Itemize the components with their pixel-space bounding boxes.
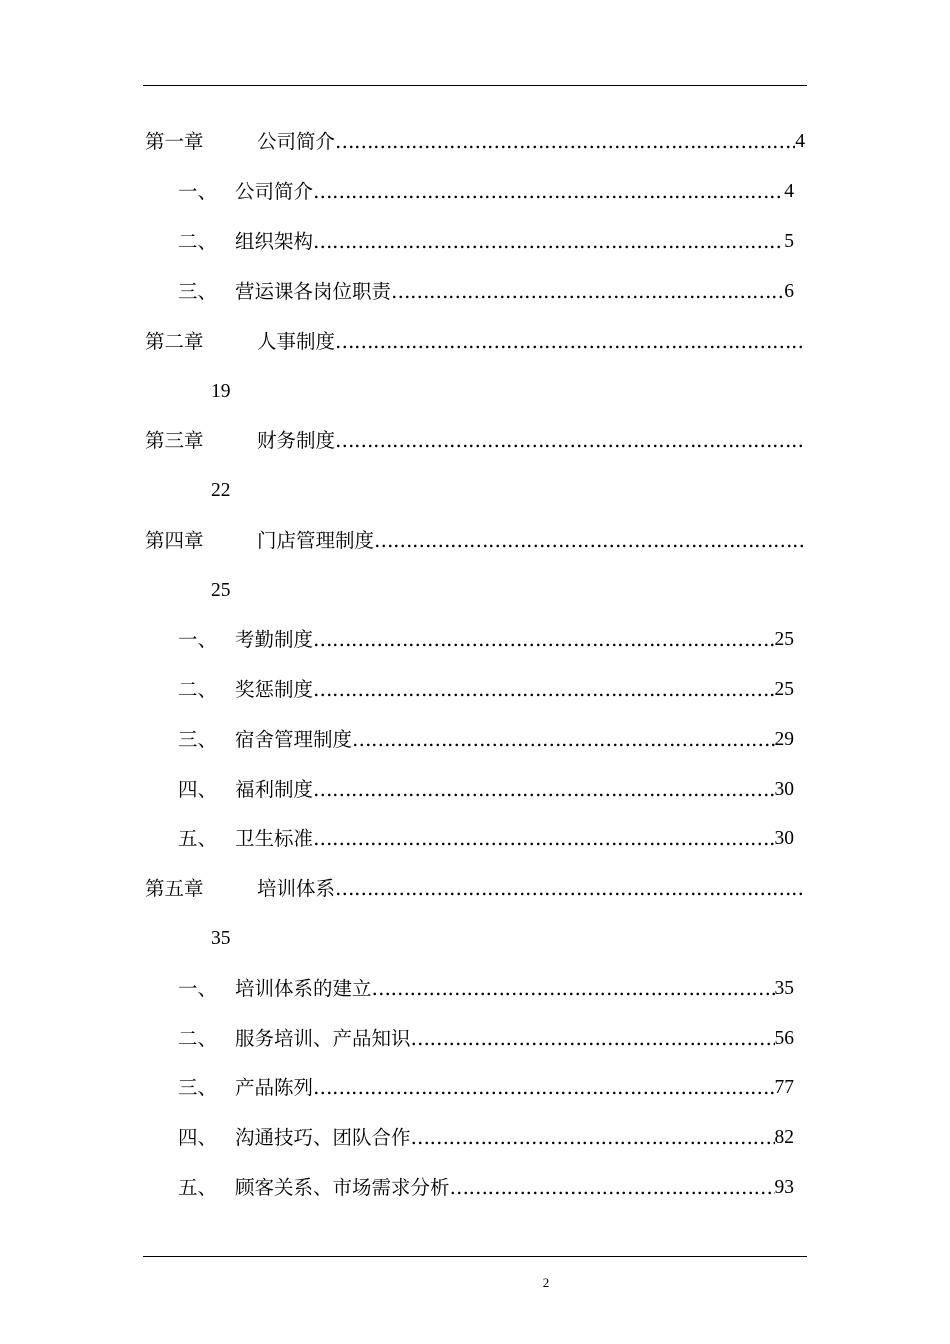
toc-section-title: 宿舍管理制度: [235, 728, 353, 751]
dot-leader: [313, 1075, 774, 1101]
toc-section-1-2[interactable]: [178, 229, 794, 255]
toc-section-number: 一、: [178, 977, 218, 1000]
toc-section-4-2[interactable]: [178, 677, 794, 703]
toc-section-title: 考勤制度: [235, 628, 314, 651]
toc-section-number: 一、: [178, 180, 218, 203]
dot-leader: [372, 976, 775, 1002]
toc-section-title: 顾客关系、市场需求分析: [235, 1176, 450, 1199]
dot-leader: [411, 1125, 775, 1151]
dot-leader: [335, 329, 805, 355]
dot-leader: [313, 627, 774, 653]
toc-section-number: 三、: [178, 280, 218, 303]
toc-page-number: 19: [211, 381, 231, 402]
toc-page-number: 25: [774, 679, 794, 700]
dot-leader: [411, 1026, 775, 1052]
toc-page-number: 4: [795, 131, 805, 152]
toc-chapter-title: 公司简介: [257, 130, 336, 153]
toc-section-4-4[interactable]: [178, 777, 794, 803]
toc-section-title: 组织架构: [235, 230, 314, 253]
toc-chapter-3[interactable]: [145, 428, 805, 454]
toc-section-title: 福利制度: [235, 778, 314, 801]
dot-leader: [391, 279, 784, 305]
toc-section-title: 培训体系的建立: [235, 977, 372, 1000]
dot-leader: [450, 1175, 775, 1201]
toc-section-5-5[interactable]: [178, 1175, 794, 1201]
dot-leader: [313, 229, 784, 255]
toc-section-5-2[interactable]: [178, 1026, 794, 1052]
toc-section-1-3[interactable]: [178, 279, 794, 305]
toc-chapter-2[interactable]: [145, 329, 805, 355]
toc-section-number: 四、: [178, 778, 218, 801]
toc-section-number: 四、: [178, 1126, 218, 1149]
toc-section-4-3[interactable]: [178, 727, 794, 753]
toc-section-number: 五、: [178, 827, 218, 850]
toc-page-number: 25: [774, 629, 794, 650]
toc-page-number: 22: [211, 480, 231, 501]
toc-section-number: 三、: [178, 728, 218, 751]
toc-section-number: 二、: [178, 1027, 218, 1050]
toc-section-number: 五、: [178, 1176, 218, 1199]
toc-section-number: 二、: [178, 678, 218, 701]
toc-section-5-1[interactable]: [178, 976, 794, 1002]
toc-chapter-number: 第三章: [145, 429, 204, 452]
toc-page-number: 77: [774, 1077, 794, 1098]
toc-page-number: 6: [784, 281, 794, 302]
toc-chapter-number: 第一章: [145, 130, 204, 153]
footer-page-number: 2: [542, 1275, 550, 1290]
toc-page-number: 93: [774, 1177, 794, 1198]
dot-leader: [335, 428, 805, 454]
toc-section-title: 服务培训、产品知识: [235, 1027, 411, 1050]
toc-section-4-1[interactable]: [178, 627, 794, 653]
toc-section-title: 卫生标准: [235, 827, 314, 850]
toc-page-number: 30: [774, 779, 794, 800]
toc-page-number: 4: [784, 181, 794, 202]
toc-chapter-title: 培训体系: [257, 877, 336, 900]
toc-page-number: 56: [774, 1028, 794, 1049]
dot-leader: [313, 677, 774, 703]
dot-leader: [313, 826, 774, 852]
toc-page-number: 29: [774, 729, 794, 750]
toc-section-1-1[interactable]: [178, 179, 794, 205]
toc-section-5-3[interactable]: [178, 1075, 794, 1101]
toc-section-number: 一、: [178, 628, 218, 651]
toc-section-title: 沟通技巧、团队合作: [235, 1126, 411, 1149]
toc-section-title: 产品陈列: [235, 1076, 314, 1099]
dot-leader: [313, 179, 784, 205]
toc-section-number: 二、: [178, 230, 218, 253]
toc-section-4-5[interactable]: [178, 826, 794, 852]
toc-page-number: 30: [774, 828, 794, 849]
footer-rule: [143, 1256, 807, 1257]
dot-leader: [374, 528, 805, 554]
toc-chapter-4[interactable]: [145, 528, 805, 554]
toc-chapter-number: 第四章: [145, 529, 204, 552]
dot-leader: [313, 777, 774, 803]
toc-chapter-title: 门店管理制度: [257, 529, 375, 552]
toc-chapter-number: 第二章: [145, 330, 204, 353]
dot-leader: [335, 129, 795, 155]
toc-section-5-4[interactable]: [178, 1125, 794, 1151]
toc-chapter-title: 人事制度: [257, 330, 336, 353]
toc-section-title: 营运课各岗位职责: [235, 280, 392, 303]
dot-leader: [352, 727, 774, 753]
toc-page-number: 5: [784, 231, 794, 252]
toc-chapter-number: 第五章: [145, 877, 204, 900]
toc-page-number: 25: [211, 580, 231, 601]
toc-section-title: 奖惩制度: [235, 678, 314, 701]
toc-section-number: 三、: [178, 1076, 218, 1099]
toc-page-number: 35: [774, 978, 794, 999]
toc-section-title: 公司简介: [235, 180, 314, 203]
toc-page-number: 35: [211, 928, 231, 949]
toc-page-number: 82: [774, 1127, 794, 1148]
dot-leader: [335, 876, 805, 902]
toc-chapter-title: 财务制度: [257, 429, 336, 452]
toc-chapter-5[interactable]: [145, 876, 805, 902]
toc-chapter-1[interactable]: [145, 129, 805, 155]
